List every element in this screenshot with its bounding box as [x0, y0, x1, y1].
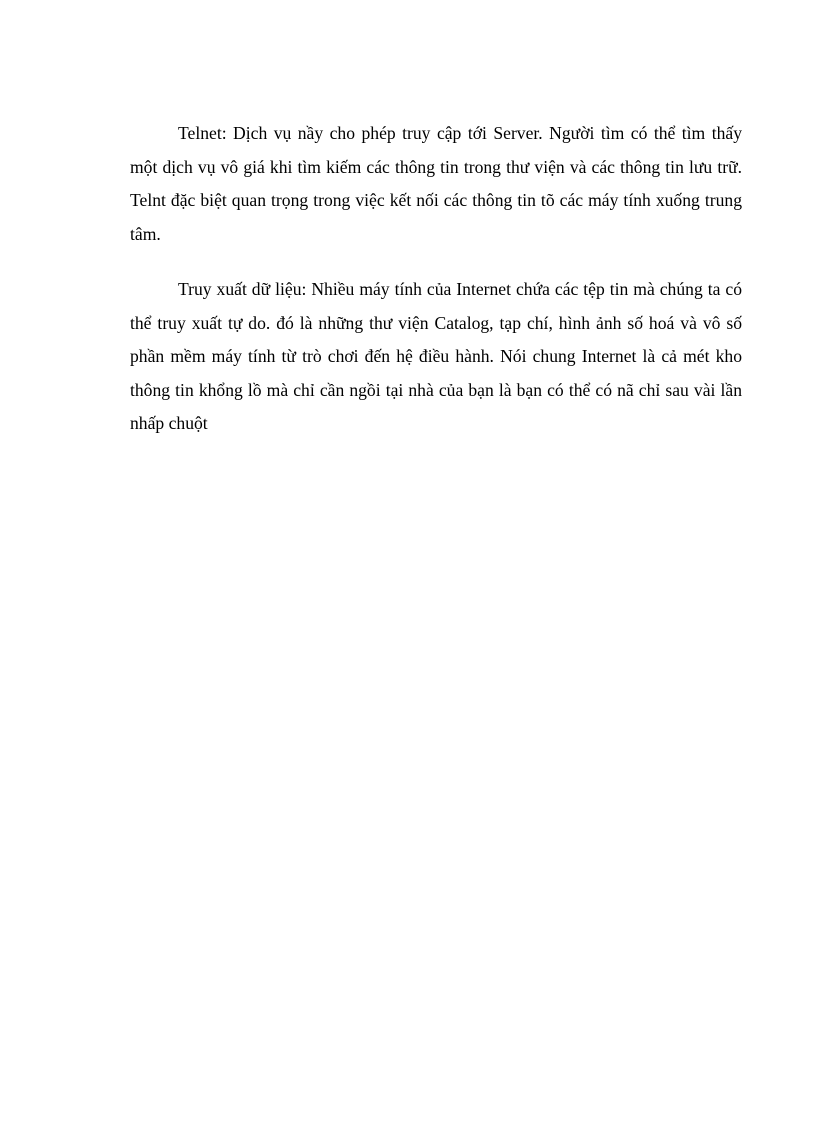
paragraph-telnet: Telnet: Dịch vụ nầy cho phép truy cập tới Server. Người tìm có thể tìm thấy một dịch vụ vô giá khi tìm kiếm các thông tin trong thư viện và các thông tin lưu trữ. Telnt đặc biệt quan trọng trong việc kết nối các thông tin tõ các máy tính xuống trung tâm.	[130, 123, 742, 244]
paragraph-data-access: Truy xuất dữ liệu: Nhiều máy tính của Internet chứa các tệp tin mà chúng ta có thể truy xuất tự do. đó là những thư viện Catalog, tạp chí, hình ảnh số hoá và vô số phần mềm máy tính từ trò chơi đến hệ điều hành. Nói chung Internet là cả mét kho thông tin khổng lồ mà chỉ cần ngồi tại nhà của bạn là bạn có thể có nã chỉ sau vài lần nhấp chuột	[130, 279, 742, 433]
document-body	[130, 117, 742, 463]
